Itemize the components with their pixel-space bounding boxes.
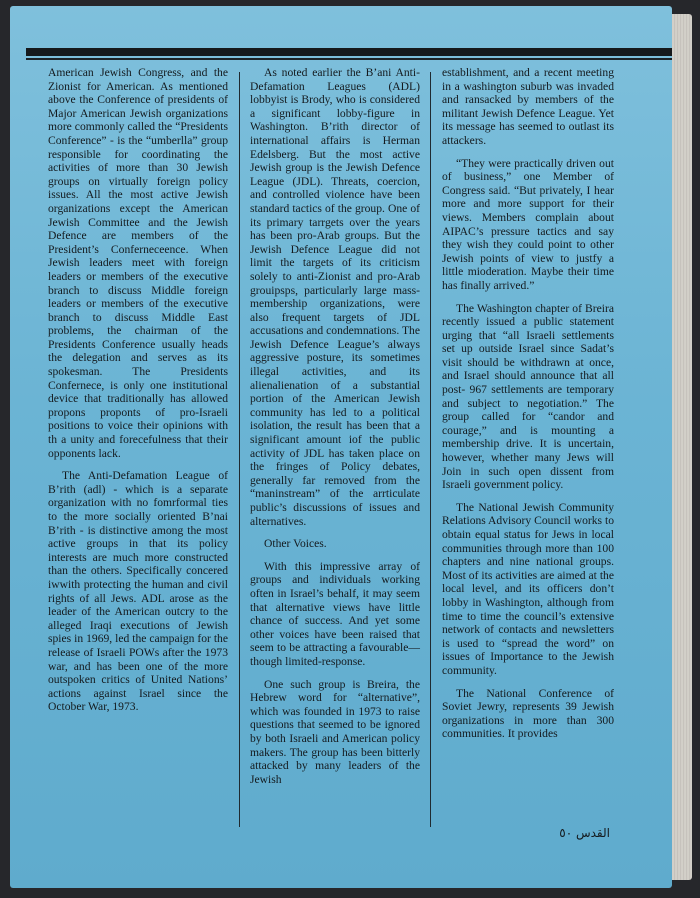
paragraph: The Washington chapter of Breira recently issued a public statement urging that “all Israeli settlements set up outside Israel since Sadat’s visit should be withdrawn at once, and Israel should announce that all post- 967 settlements are temporary and subject to negotiation.” The group called for “candor and courage,” and is mounting a membership drive. It is uncertain, however, whether many Jews will Join in such open dissent from Israeli government policy.: [442, 301, 614, 492]
page-edge: [670, 14, 692, 880]
paragraph: establishment, and a recent meeting in a washington suburb was invaded and ransacked by members of the militant Jewish Defence League. Yet its message has seemed to outlast its attackers.: [442, 66, 614, 147]
column-divider: [239, 72, 240, 827]
paragraph: The National Conference of Soviet Jewry, represents 39 Jewish organizations in more than 300 communities. It provides: [442, 686, 614, 741]
page-number: القدس ٥٠: [559, 826, 610, 840]
paragraph: American Jewish Congress, and the Zionist for American. As mentioned above the Conference of presidents of Major American Jewish organizations more commonly called the “Presidents Conference” - is the “umberlla” group responsible for coordinating the activities of more than 30 Jewish groups on virtually foreign policy issues. All the most active Jewish organizations except the American Jewish Committee and the Jewish Defence are members of the President’s Conferneceence. When Jewish leaders meet with foreign leaders or members of the executive branch to discuss Middle foreign leaders or members of the executive branch to discuss Middle East problems, the chairman of the Presidents Conference usually heads the delegation and serves as its spokesman. The Presidents Confernece, is only one institutional device that traditionally has allowed propons proponts of pro-Israeli positions to voice their opinions with th a unity and forecefulness that their opponents lack.: [48, 66, 228, 460]
column-divider: [430, 72, 431, 827]
paragraph: One such group is Breira, the Hebrew word for “alternative”, which was founded in 1973 to raise questions that seemed to be ignored by both Israeli and American policy makers. The group has been bitterly attacked by many leaders of the Jewish: [250, 677, 420, 786]
paragraph: The Anti-Defamation League of B’rith (adl) - which is a separate organization with no fomrformal ties to the more socially oriented B’nai B’rith - is distinctive among the most active groups in that its policy interests are much more constructed than the others. Specifically concered iwwith protecting the human and civil rights of all Jews. ADL arose as the leader of the American outcry to the alleged Iraqi executions of Jewish spies in 1969, led the campaign for the release of Israeli POWs after the 1973 war, and has been one of the more outspoken critics of United Nations’ actions against Israel since the October War, 1973.: [48, 469, 228, 714]
header-rule: [26, 48, 672, 56]
text-column-1: [48, 66, 228, 723]
paragraph: The National Jewish Community Relations Advisory Council works to obtain equal status for Jews in local communities through more than 100 chapters and nine national groups. Most of its activities are aimed at the local level, and its officers don’t lobby in Washington, although from time to time the council’s extensive network of contacts and newsletters is used to “spread the word” on issues of Importance to the Jewish community.: [442, 500, 614, 677]
paragraph: As noted earlier the B’ani Anti-Defamation Leagues (ADL) lobbyist is Brody, who is considered a significant lobby-figure in Washington. B’rith director of international affairs is Herman Edelsberg. But the most active Jewish group is the Jewish Defence League (JDL). Threats, coercion, and controlled violence have been standard tactics of the group. One of its primary tarrgets over the years has been pro-Arab groups. But the Jewish Defence League did not limit the targets of its criticism solely to anti-Zionist and pro-Arab grouipsps, particularly large mass-membership organizations, were also frequent targets of JDL accusations and condemnations. The Jewish Defence League’s always aggressive posture, its sometimes illegal activities, and its alienalienation of a substantial portion of the American Jewish community has led to a political isolation, the result has been that a significant amount iof the public activity of JDL has taken place on the fringes of Policy debates, generally far removed from the “maninstream” of the arrticulate public’s discussions of issues and alternatives.: [250, 66, 420, 528]
magazine-page: [10, 6, 672, 888]
paragraph: With this impressive array of groups and individuals working often in Israel’s behalf, it may seem that alternative views have little chance of success. And yet some other voices have been raised that seem to be attracting a favourable—though limited-response.: [250, 559, 420, 668]
subheading-other-voices: Other Voices.: [264, 537, 327, 551]
paragraph: “They were practically driven out of business,” one Member of Congress said. “But privately, I hear more and more support for their views. Members complain about AIPAC’s pressure tactics and say they wish they could point to other Jewish points of view to justfy a little mioderation. Maybe their time has finally arrived.”: [442, 156, 614, 292]
text-column-3: [442, 66, 614, 750]
header-rule-thin: [26, 58, 672, 60]
text-column-2: [250, 66, 420, 795]
